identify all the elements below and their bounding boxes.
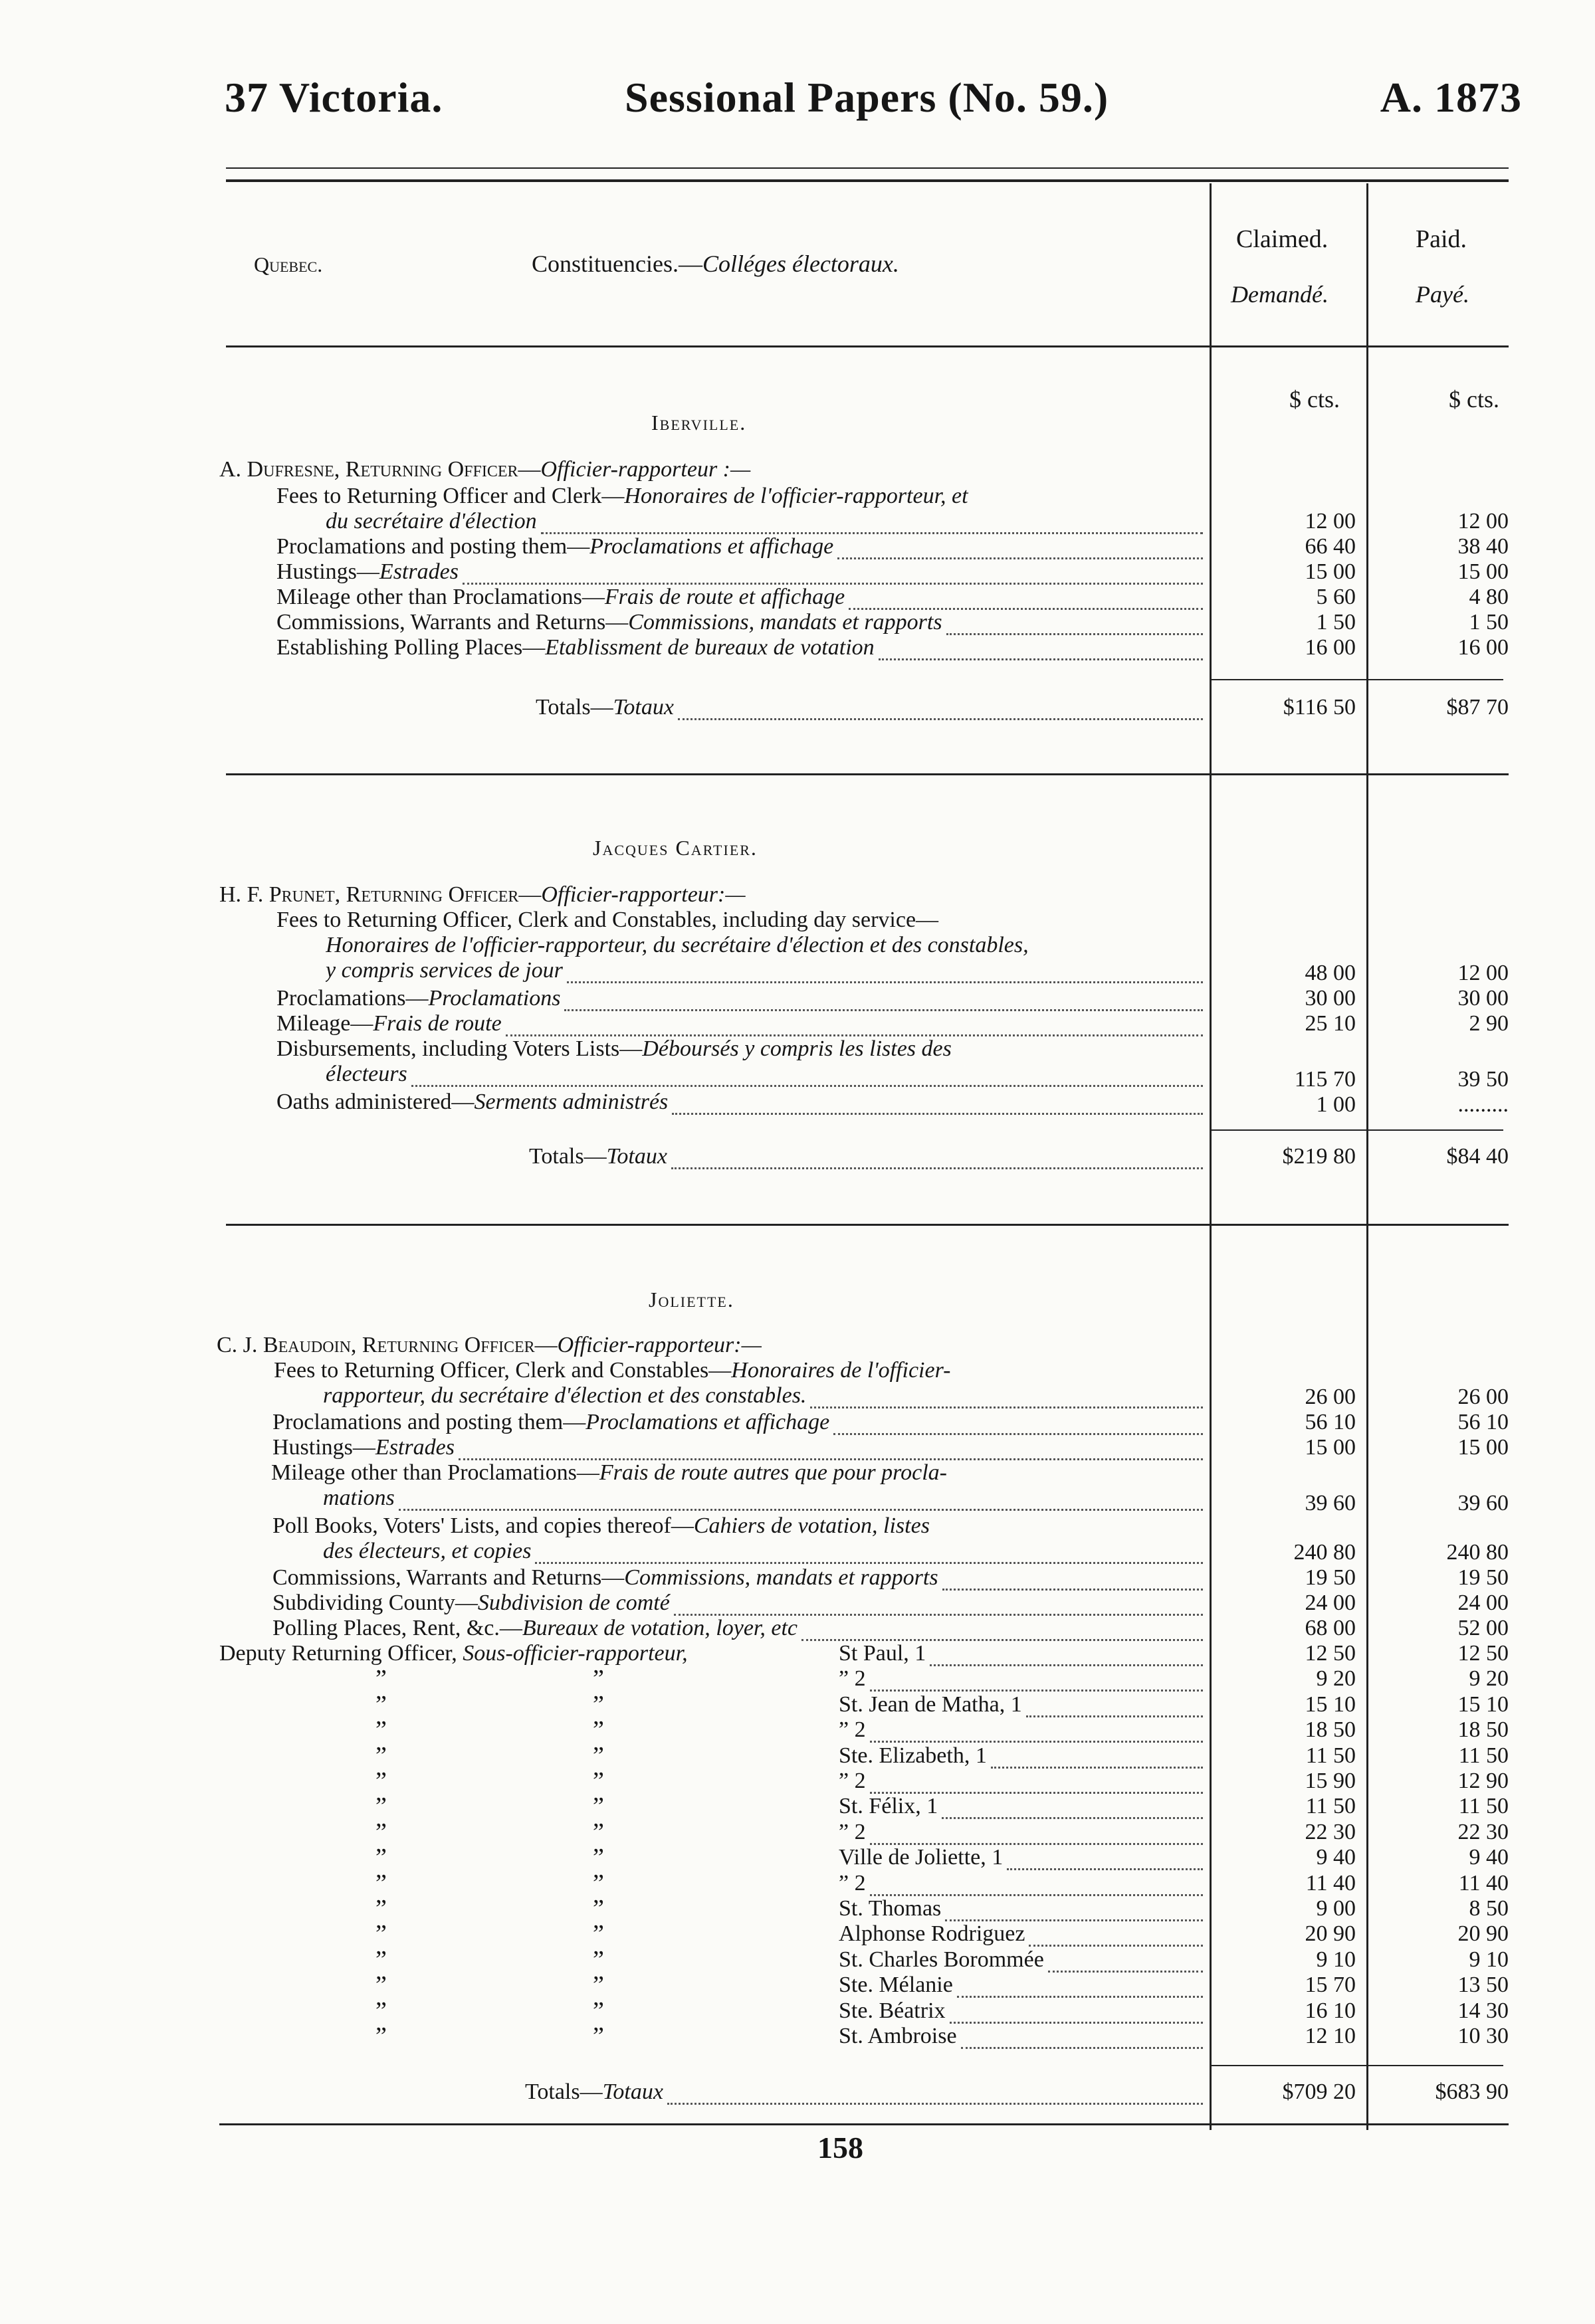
deputy-place: ” 2 [839, 1717, 866, 1742]
dot-leader [667, 2090, 1203, 2105]
amount-claimed: 48 00 [1305, 961, 1356, 985]
amount-paid: 11 50 [1458, 1794, 1509, 1818]
deputy-row [839, 1794, 1203, 1819]
item-label: Polling Places, Rent, &c.— [272, 1616, 522, 1640]
total-claimed: $219 80 [1282, 1144, 1356, 1169]
amount-claimed: 12 00 [1305, 509, 1356, 533]
item-line [272, 1435, 1203, 1460]
item-label: Mileage other than Proclamations— [276, 585, 605, 609]
amount-claimed: 16 10 [1305, 1998, 1356, 2023]
item-line [274, 1358, 1207, 1383]
ditto-mark: ” [593, 1666, 604, 1692]
item-label-fr: y compris services de jour [326, 958, 563, 983]
item-label-fr: mations [323, 1486, 395, 1510]
ditto-mark: ” [375, 1871, 387, 1896]
dot-leader [810, 1394, 1203, 1408]
amount-claimed: 240 80 [1293, 1540, 1356, 1565]
paid-currency-unit: $ cts. [1449, 386, 1499, 413]
item-line [326, 1062, 1203, 1087]
total-paid: $683 90 [1435, 2080, 1509, 2104]
section-title-iberville: Iberville. [651, 411, 747, 435]
amount-paid: 11 40 [1458, 1871, 1509, 1895]
deputy-place: St Paul, 1 [839, 1641, 926, 1666]
amount-paid: 16 00 [1457, 635, 1509, 660]
amount-paid: 18 50 [1457, 1717, 1509, 1742]
amount-paid: 22 30 [1457, 1820, 1509, 1844]
item-label-fr: Commissions, mandats et rapports [624, 1565, 938, 1590]
item-line [276, 1036, 1207, 1062]
item-label: Commissions, Warrants and Returns— [276, 610, 629, 634]
item-label: Proclamations and posting them— [272, 1410, 586, 1434]
amount-claimed: 26 00 [1305, 1385, 1356, 1409]
ditto-mark: ” [593, 1871, 604, 1896]
amount-claimed: 56 10 [1305, 1410, 1356, 1434]
item-label: Commissions, Warrants and Returns— [272, 1565, 625, 1590]
item-label-fr: des électeurs, et copies [323, 1539, 532, 1563]
totals-label: Totals— [525, 2080, 603, 2104]
amount-paid: 12 00 [1457, 509, 1509, 533]
item-label-fr: Honoraires de l'officier- [731, 1358, 951, 1383]
paid-heading-fr: Payé. [1416, 281, 1469, 308]
header-session: 37 Victoria. [225, 74, 443, 121]
amount-paid: 9 20 [1469, 1666, 1509, 1691]
item-line [272, 1616, 1203, 1641]
column-rule-paid [1366, 183, 1368, 2130]
item-line [272, 1410, 1203, 1435]
ditto-mark: ” [375, 1743, 387, 1769]
dot-leader [399, 1496, 1203, 1511]
dot-leader [541, 520, 1203, 534]
totals-label: Totals— [536, 695, 613, 720]
deputy-row [839, 1717, 1203, 1743]
item-line [272, 1565, 1203, 1591]
amount-claimed: 12 50 [1305, 1641, 1356, 1666]
deputy-row [839, 1845, 1203, 1870]
amount-paid: 14 30 [1457, 1998, 1509, 2023]
dot-leader [567, 969, 1203, 983]
item-line [276, 908, 1207, 933]
amount-paid: 12 90 [1457, 1769, 1509, 1793]
deputy-place: St. Charles Borommée [839, 1947, 1044, 1972]
amount-paid: 12 00 [1457, 961, 1509, 985]
ditto-mark: ” [593, 1845, 604, 1870]
ditto-mark: ” [375, 1820, 387, 1845]
deputy-row [839, 1973, 1203, 1998]
deputy-row [839, 2024, 1203, 2049]
item-line [276, 635, 1203, 660]
item-line [276, 1011, 1203, 1036]
total-claimed: $116 50 [1283, 695, 1356, 720]
ditto-mark: ” [375, 1769, 387, 1794]
total-paid: $84 40 [1446, 1144, 1509, 1169]
ditto-mark: ” [593, 1743, 604, 1769]
ditto-mark: ” [375, 1921, 387, 1947]
officer-title-fr: Officier-rapporteur :— [540, 457, 751, 482]
section-rule [226, 773, 1509, 775]
amount-claimed: 15 00 [1305, 559, 1356, 584]
ditto-mark: ” [375, 2024, 387, 2049]
amount-claimed: 68 00 [1305, 1616, 1356, 1640]
totals-label-fr: Totaux [606, 1144, 667, 1169]
item-label: Fees to Returning Officer and Clerk— [276, 484, 625, 508]
dot-leader [463, 570, 1203, 585]
deputy-place: ” 2 [839, 1666, 866, 1691]
dot-leader [411, 1072, 1203, 1087]
deputy-place: Alphonse Rodriguez [839, 1921, 1025, 1946]
amount-claimed: 24 00 [1305, 1591, 1356, 1615]
dot-leader [946, 621, 1203, 635]
item-line [323, 1539, 1203, 1564]
totals-line [529, 1144, 1203, 1169]
section-rule [226, 1224, 1509, 1226]
ditto-mark: ” [593, 2024, 604, 2049]
dot-leader [459, 1446, 1203, 1460]
amount-paid: 15 00 [1457, 1435, 1509, 1460]
officer-name: C. J. Beaudoin, Returning Officer— [217, 1333, 558, 1357]
deputy-label-en: Deputy Returning Officer, [219, 1641, 457, 1666]
ditto-mark: ” [593, 1769, 604, 1794]
totals-label-fr: Totaux [613, 695, 674, 720]
item-label-fr: Frais de route [373, 1011, 502, 1036]
item-label-fr: Proclamations et affichage [585, 1410, 830, 1434]
deputy-place: St. Félix, 1 [839, 1794, 938, 1818]
amount-claimed: 5 60 [1316, 585, 1356, 609]
page-number: 158 [817, 2131, 863, 2165]
item-line [276, 585, 1203, 610]
dot-leader [945, 1907, 1203, 1921]
ditto-mark: ” [593, 1998, 604, 2024]
dot-leader [950, 2009, 1203, 2024]
dot-leader [671, 1155, 1203, 1169]
amount-claimed: 20 90 [1305, 1921, 1356, 1946]
officer-title-fr: Officier-rapporteur:— [557, 1333, 762, 1357]
amount-claimed: 11 50 [1305, 1743, 1356, 1768]
amount-claimed: 11 50 [1305, 1794, 1356, 1818]
amount-paid: ......... [1457, 1092, 1509, 1117]
deputy-row [839, 1641, 1203, 1666]
deputy-row [839, 1820, 1203, 1845]
claimed-currency-unit: $ cts. [1289, 386, 1340, 413]
deputy-place: St. Ambroise [839, 2024, 957, 2048]
amount-claimed: 9 10 [1316, 1947, 1356, 1972]
column-rule-claimed [1210, 183, 1212, 2130]
deputy-place: ” 2 [839, 1871, 866, 1895]
amount-paid: 56 10 [1457, 1410, 1509, 1434]
deputy-place: St. Thomas [839, 1896, 942, 1921]
item-line [271, 1460, 1207, 1486]
amount-paid: 39 60 [1457, 1491, 1509, 1515]
deputy-place: Ste. Elizabeth, 1 [839, 1743, 987, 1768]
item-label-fr: Frais de route autres que pour procla- [599, 1460, 947, 1485]
item-label-fr: Cahiers de votation, listes [693, 1513, 930, 1538]
ditto-mark: ” [375, 1717, 387, 1743]
deputy-place: St. Jean de Matha, 1 [839, 1692, 1022, 1717]
dot-leader [870, 1677, 1203, 1692]
item-label-fr: du secrétaire d'élection [326, 509, 537, 533]
ditto-mark: ” [375, 1692, 387, 1717]
amount-claimed: 15 10 [1305, 1692, 1356, 1717]
dot-leader [672, 1100, 1203, 1115]
item-label: Subdividing County— [272, 1591, 478, 1615]
dot-leader [870, 1830, 1203, 1845]
amount-paid: 30 00 [1457, 986, 1509, 1011]
dot-leader [678, 706, 1203, 720]
deputy-place: Ste. Mélanie [839, 1973, 953, 1997]
total-claimed: $709 20 [1282, 2080, 1356, 2104]
dot-leader [674, 1601, 1203, 1616]
deputy-row [839, 1692, 1203, 1717]
item-label: Mileage other than Proclamations— [271, 1460, 599, 1485]
header-year: A. 1873 [1380, 74, 1522, 121]
dot-leader [801, 1626, 1203, 1641]
dot-leader [849, 595, 1203, 610]
deputy-label [219, 1641, 844, 1666]
amount-claimed: 15 90 [1305, 1769, 1356, 1793]
dot-leader [1026, 1703, 1203, 1717]
amount-paid: 19 50 [1457, 1565, 1509, 1590]
item-line [276, 484, 1207, 509]
subtotal-rule [1211, 679, 1503, 680]
dot-leader [930, 1652, 1203, 1666]
deputy-place: ” 2 [839, 1820, 866, 1844]
totals-label-fr: Totaux [602, 2080, 663, 2104]
footer-rule [219, 2123, 1509, 2125]
ditto-mark: ” [593, 1921, 604, 1947]
officer-name: H. F. Prunet, Returning Officer— [219, 882, 542, 907]
dot-leader [535, 1549, 1203, 1564]
dot-leader [961, 2034, 1203, 2049]
item-label-fr: Proclamations et affichage [589, 534, 834, 559]
amount-claimed: 30 00 [1305, 986, 1356, 1011]
ditto-mark: ” [375, 1973, 387, 1998]
dot-leader [879, 646, 1203, 660]
item-label-fr: Proclamations [428, 986, 561, 1011]
amount-paid: 4 80 [1469, 585, 1509, 609]
amount-paid: 15 10 [1457, 1692, 1509, 1717]
item-label-fr: Estrades [375, 1435, 455, 1460]
amount-claimed: 15 00 [1305, 1435, 1356, 1460]
amount-paid: 52 00 [1457, 1616, 1509, 1640]
amount-claimed: 15 70 [1305, 1973, 1356, 1997]
totals-label: Totals— [529, 1144, 607, 1169]
item-line [276, 534, 1203, 559]
claimed-heading: Claimed. [1236, 225, 1329, 253]
dot-leader [564, 997, 1203, 1011]
dot-leader [1007, 1856, 1203, 1870]
amount-claimed: 115 70 [1294, 1067, 1356, 1092]
dot-leader [870, 1728, 1203, 1743]
dot-leader [870, 1779, 1203, 1794]
item-line [326, 958, 1203, 983]
officer-line [219, 882, 1203, 908]
amount-paid: 10 30 [1457, 2024, 1509, 2048]
deputy-row [839, 1998, 1203, 2024]
item-label: Hustings— [276, 559, 379, 584]
item-label-fr: Estrades [379, 559, 459, 584]
ditto-mark: ” [375, 1896, 387, 1921]
dot-leader [957, 1983, 1203, 1998]
dot-leader [1029, 1932, 1203, 1947]
amount-claimed: 39 60 [1305, 1491, 1356, 1515]
item-line [272, 1513, 1207, 1539]
item-label: Proclamations and posting them— [276, 534, 590, 559]
deputy-row [839, 1896, 1203, 1921]
dot-leader [1048, 1958, 1203, 1973]
amount-paid: 24 00 [1457, 1591, 1509, 1615]
deputy-place: Ste. Béatrix [839, 1998, 946, 2023]
item-label-fr: Subdivision de comté [477, 1591, 670, 1615]
constituencies-heading [532, 250, 899, 278]
ditto-mark: ” [375, 1794, 387, 1819]
item-line [326, 933, 1203, 958]
item-line [326, 509, 1203, 534]
amount-paid: 15 00 [1457, 559, 1509, 584]
constituencies-heading-en: Constituencies.— [532, 250, 702, 277]
ditto-mark: ” [593, 1973, 604, 1998]
amount-claimed: 19 50 [1305, 1565, 1356, 1590]
dot-leader [833, 1420, 1203, 1435]
item-line [276, 559, 1203, 585]
header-rule-top [226, 167, 1509, 169]
deputy-row [839, 1666, 1203, 1692]
dot-leader [837, 545, 1203, 559]
ditto-mark: ” [593, 1692, 604, 1717]
ditto-mark: ” [593, 1896, 604, 1921]
section-title-jacques-cartier: Jacques Cartier. [593, 836, 758, 860]
deputy-label-fr: Sous-officier-rapporteur, [463, 1641, 688, 1666]
officer-line [219, 457, 1203, 482]
section-title-joliette: Joliette. [649, 1288, 734, 1311]
item-line [276, 610, 1203, 635]
item-label-fr: Serments administrés [474, 1090, 669, 1114]
amount-paid: 11 50 [1458, 1743, 1509, 1768]
subtotal-rule [1211, 1129, 1503, 1131]
dot-leader [870, 1882, 1203, 1896]
amount-paid: 2 90 [1469, 1011, 1509, 1036]
item-line [276, 1090, 1203, 1115]
item-label: Oaths administered— [276, 1090, 475, 1114]
item-line [323, 1383, 1203, 1408]
amount-claimed: 12 10 [1305, 2024, 1356, 2048]
item-label-fr: Déboursés y compris les listes des [642, 1036, 952, 1061]
item-label: Disbursements, including Voters Lists— [276, 1036, 643, 1061]
ditto-mark: ” [375, 1998, 387, 2024]
item-label-fr: Bureaux de votation, loyer, etc [522, 1616, 798, 1640]
deputy-row [839, 1743, 1203, 1769]
paid-heading: Paid. [1416, 225, 1467, 253]
header-title: Sessional Papers (No. 59.) [625, 74, 1109, 121]
amount-paid: 240 80 [1446, 1540, 1509, 1565]
item-label-fr: électeurs [326, 1062, 407, 1086]
column-header-rule [226, 345, 1509, 347]
amount-paid: 13 50 [1457, 1973, 1509, 1997]
item-line [276, 986, 1203, 1011]
amount-paid: 38 40 [1457, 534, 1509, 559]
deputy-place: ” 2 [839, 1769, 866, 1793]
item-label: Mileage— [276, 1011, 373, 1036]
constituencies-heading-fr: Colléges électoraux. [702, 250, 899, 277]
ditto-mark: ” [593, 1794, 604, 1819]
dot-leader [506, 1022, 1203, 1036]
item-label-fr: Commissions, mandats et rapports [628, 610, 942, 634]
header-rule [226, 179, 1509, 182]
deputy-row [839, 1921, 1203, 1947]
amount-claimed: 9 40 [1316, 1845, 1356, 1870]
item-label: Poll Books, Voters' Lists, and copies thereof— [272, 1513, 694, 1538]
deputy-place: Ville de Joliette, 1 [839, 1845, 1004, 1870]
amount-paid: 1 50 [1469, 610, 1509, 634]
item-label-fr: Frais de route et affichage [604, 585, 845, 609]
amount-paid: 9 40 [1469, 1845, 1509, 1870]
deputy-row [839, 1769, 1203, 1794]
ditto-mark: ” [375, 1845, 387, 1870]
amount-claimed: 1 50 [1316, 610, 1356, 634]
dot-leader [942, 1804, 1203, 1819]
item-line [323, 1486, 1203, 1511]
amount-claimed: 66 40 [1305, 534, 1356, 559]
subtotal-rule [1211, 2065, 1503, 2066]
ditto-mark: ” [593, 1717, 604, 1743]
item-label: Proclamations— [276, 986, 429, 1011]
province-heading: Quebec. [254, 252, 323, 276]
deputy-row [839, 1871, 1203, 1896]
item-line [272, 1591, 1203, 1616]
item-label: Fees to Returning Officer, Clerk and Constables, including day service— [276, 908, 939, 932]
amount-claimed: 11 40 [1305, 1871, 1356, 1895]
item-label-fr: Honoraires de l'officier-rapporteur, du secrétaire d'élection et des constables, [326, 933, 1029, 957]
total-paid: $87 70 [1446, 695, 1509, 720]
claimed-heading-fr: Demandé. [1231, 281, 1329, 308]
ditto-mark: ” [593, 1820, 604, 1845]
item-label: Establishing Polling Places— [276, 635, 546, 660]
amount-paid: 9 10 [1469, 1947, 1509, 1972]
ditto-mark: ” [375, 1947, 387, 1973]
amount-paid: 12 50 [1457, 1641, 1509, 1666]
item-label: Hustings— [272, 1435, 375, 1460]
amount-paid: 8 50 [1469, 1896, 1509, 1921]
amount-claimed: 22 30 [1305, 1820, 1356, 1844]
item-label-fr: rapporteur, du secrétaire d'élection et des constables. [323, 1383, 807, 1408]
amount-claimed: 1 00 [1316, 1092, 1356, 1117]
item-label: Fees to Returning Officer, Clerk and Constables— [274, 1358, 732, 1383]
officer-title-fr: Officier-rapporteur:— [541, 882, 746, 907]
ditto-mark: ” [375, 1666, 387, 1692]
amount-paid: 39 50 [1457, 1067, 1509, 1092]
item-label-fr: Honoraires de l'officier-rapporteur, et [624, 484, 968, 508]
dot-leader [942, 1576, 1203, 1591]
amount-claimed: 9 00 [1316, 1896, 1356, 1921]
ditto-mark: ” [593, 1947, 604, 1973]
amount-paid: 26 00 [1457, 1385, 1509, 1409]
amount-claimed: 18 50 [1305, 1717, 1356, 1742]
officer-line [217, 1333, 1200, 1358]
dot-leader [991, 1754, 1203, 1769]
deputy-row [839, 1947, 1203, 1973]
amount-claimed: 16 00 [1305, 635, 1356, 660]
totals-line [525, 2080, 1203, 2105]
amount-claimed: 9 20 [1316, 1666, 1356, 1691]
item-label-fr: Etablissment de bureaux de votation [545, 635, 875, 660]
running-header [0, 73, 1595, 126]
amount-claimed: 25 10 [1305, 1011, 1356, 1036]
totals-line [536, 695, 1203, 720]
amount-paid: 20 90 [1457, 1921, 1509, 1946]
officer-name: A. Dufresne, Returning Officer— [219, 457, 541, 482]
